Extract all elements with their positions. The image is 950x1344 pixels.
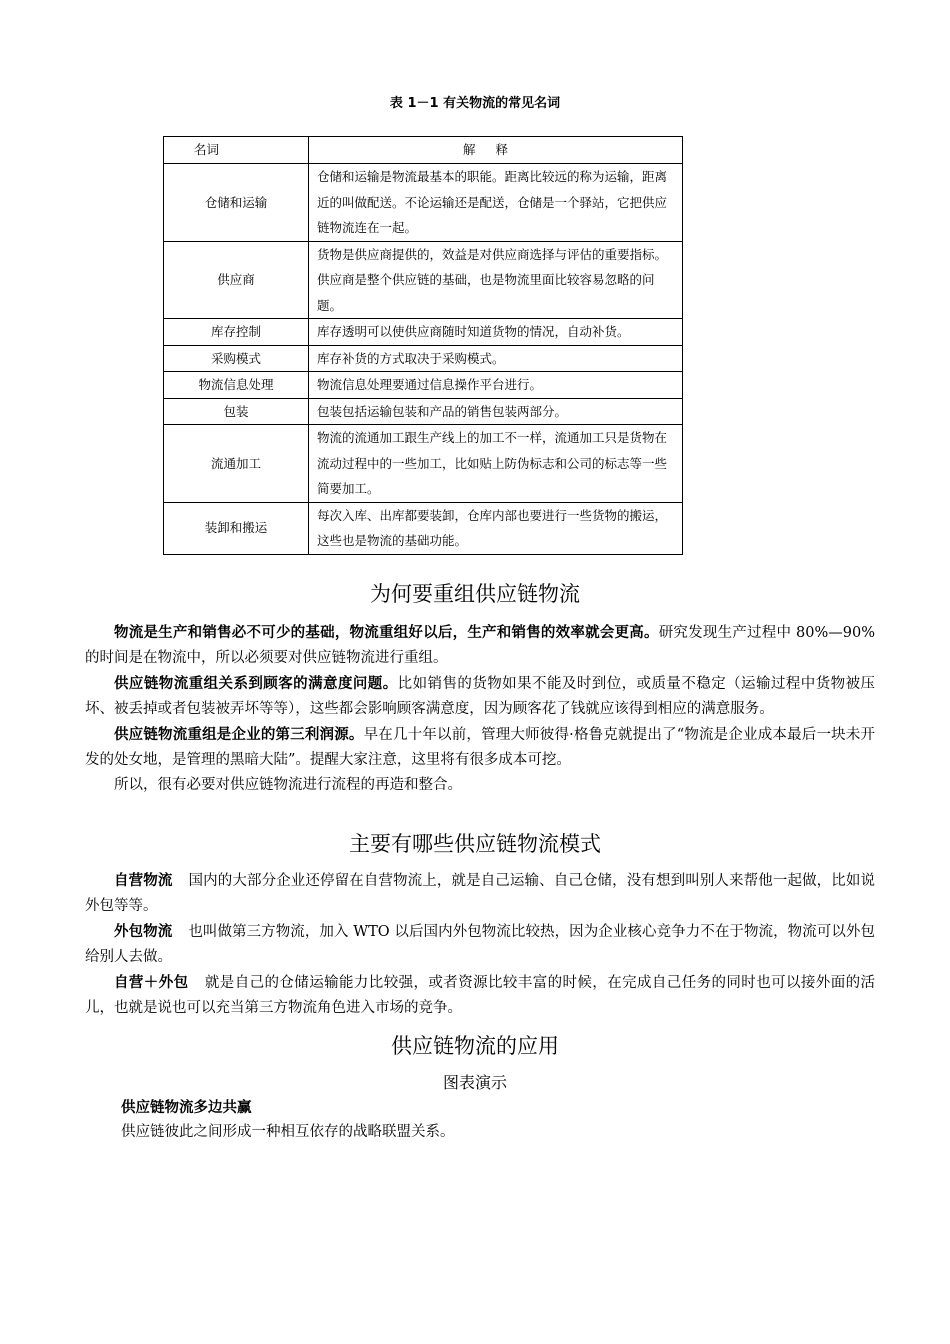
- term-cell: 采购模式: [164, 345, 309, 372]
- explanation-cell: 物流信息处理要通过信息操作平台进行。: [309, 372, 683, 399]
- paragraph-lead: 自营物流: [114, 872, 173, 889]
- explanation-cell: 每次入库、出库都要装卸，仓库内部也要进行一些货物的搬运，这些也是物流的基础功能。: [309, 502, 683, 554]
- section-heading-models: 主要有哪些供应链物流模式: [349, 832, 601, 856]
- paragraph: [85, 970, 875, 1021]
- explanation-cell: 物流的流通加工跟生产线上的加工不一样，流通加工只是货物在流动过程中的一些加工，比如贴上防伪标志和公司的标志等一些简要加工。: [309, 425, 683, 503]
- explanation-cell: 库存补货的方式取决于采购模式。: [309, 345, 683, 372]
- paragraph: [85, 722, 875, 773]
- table-row: [164, 345, 683, 372]
- term-cell: 供应商: [164, 241, 309, 319]
- section-models: [85, 868, 875, 1021]
- explanation-cell: 货物是供应商提供的，效益是对供应商选择与评估的重要指标。供应商是整个供应链的基础，也是物流里面比较容易忽略的问题。: [309, 241, 683, 319]
- term-cell: 物流信息处理: [164, 372, 309, 399]
- section-why-restructure: [85, 620, 875, 798]
- table-row: [164, 372, 683, 399]
- paragraph: [85, 671, 875, 722]
- section-heading-why-restructure: 为何要重组供应链物流: [370, 582, 580, 606]
- paragraph-text: 比如销售的货物如果不能及时到位，或质量不稳定（运输过程中货物被压坏、被丢掉或者包装被弄坏等等），这些都会影响顾客满意度，因为顾客花了钱就应该得到相应的满意服务。: [85, 676, 875, 717]
- logistics-terms-table: [163, 136, 683, 555]
- paragraph: [85, 620, 875, 671]
- paragraph: [85, 919, 875, 970]
- section-heading-application: 供应链物流的应用: [391, 1034, 559, 1058]
- table-row: [164, 502, 683, 554]
- paragraph-text: 就是自己的仓储运输能力比较强，或者资源比较丰富的时候，在完成自己任务的同时也可以接外面的活儿，也就是说也可以充当第三方物流角色进入市场的竞争。: [85, 975, 875, 1016]
- term-cell: 库存控制: [164, 319, 309, 346]
- explanation-cell: 仓储和运输是物流最基本的职能。距离比较远的称为运输，距离近的叫做配送。不论运输还是配送，仓储是一个驿站，它把供应链物流连在一起。: [309, 164, 683, 242]
- paragraph-lead: 供应链物流重组是企业的第三利润源。: [114, 726, 364, 743]
- paragraph-text: 研究发现生产过程中 80%—90%的时间是在物流中，所以必须要对供应链物流进行重组。: [85, 625, 875, 666]
- paragraph-text: 早在几十年以前，管理大师彼得·格鲁克就提出了“物流是企业成本最后一块未开发的处女地，是管理的黑暗大陆”。提醒大家注意，这里将有很多成本可挖。: [85, 727, 876, 768]
- explanation-cell: 库存透明可以使供应商随时知道货物的情况，自动补货。: [309, 319, 683, 346]
- table-row: [164, 319, 683, 346]
- paragraph: [85, 868, 875, 919]
- term-cell: 装卸和搬运: [164, 502, 309, 554]
- term-cell: 仓储和运输: [164, 164, 309, 242]
- subsection-text: 供应链彼此之间形成一种相互依存的战略联盟关系。: [121, 1124, 455, 1140]
- paragraph: [85, 773, 875, 798]
- header-explanation: 解释: [309, 137, 683, 164]
- table-header-row: [164, 137, 683, 164]
- table-caption: 表 1－1 有关物流的常见名词: [389, 96, 561, 111]
- table-row: [164, 241, 683, 319]
- paragraph-lead: 物流是生产和销售必不可少的基础，物流重组好以后，生产和销售的效率就会更高。: [114, 624, 659, 641]
- term-cell: 包装: [164, 398, 309, 425]
- table-row: [164, 398, 683, 425]
- paragraph-text: 所以，很有必要对供应链物流进行流程的再造和整合。: [114, 777, 462, 793]
- paragraph-text: 也叫做第三方物流，加入 WTO 以后国内外包物流比较热，因为企业核心竞争力不在于物流，物流可以外包给别人去做。: [85, 924, 875, 965]
- paragraph-lead: 自营＋外包: [114, 974, 189, 991]
- subheading-chart-demo: 图表演示: [442, 1073, 507, 1092]
- header-term: 名词: [164, 137, 309, 164]
- explanation-cell: 包装包括运输包装和产品的销售包装两部分。: [309, 398, 683, 425]
- term-cell: 流通加工: [164, 425, 309, 503]
- table-row: [164, 164, 683, 242]
- paragraph-text: 国内的大部分企业还停留在自营物流上，就是自己运输、自己仓储，没有想到叫别人来帮他一起做，比如说外包等等。: [85, 873, 876, 914]
- paragraph-lead: 供应链物流重组关系到顾客的满意度问题。: [114, 675, 398, 692]
- paragraph-lead: 外包物流: [114, 923, 173, 940]
- subsection-title: 供应链物流多边共赢: [121, 1099, 252, 1116]
- table-row: [164, 425, 683, 503]
